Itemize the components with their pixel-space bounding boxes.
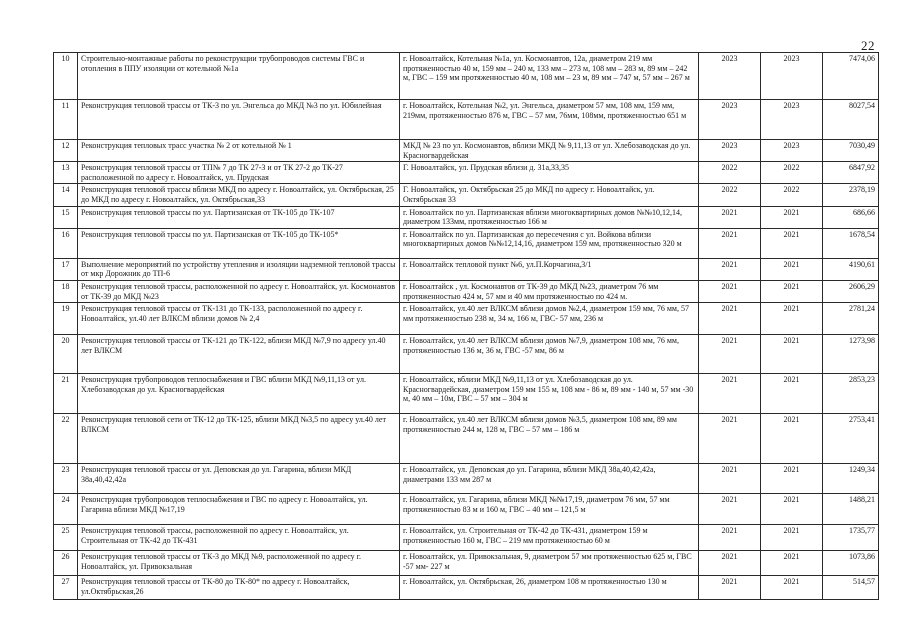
work-name: Реконструкция тепловой трассы от ТК-3 до МКД №9, расположенной по адресу г. Новоалтайск, ул. Привокзальная xyxy=(78,551,400,576)
table-row xyxy=(54,184,879,206)
table-row xyxy=(54,464,879,494)
cost-amount: 2606,29 xyxy=(823,280,879,302)
table-row xyxy=(54,100,879,140)
work-location: Г. Новоалтайск, ул. Октябрьская 25 до МКД по адресу г. Новоалтайск, ул. Октябрьская 33 xyxy=(400,184,699,206)
table-row xyxy=(54,525,879,551)
cost-amount: 7030,49 xyxy=(823,140,879,162)
year-start: 2023 xyxy=(699,140,761,162)
row-number: 22 xyxy=(54,414,78,464)
year-start: 2021 xyxy=(699,551,761,576)
work-location: г. Новоалтайск тепловой пункт №6, ул.П.Корчагина,3/1 xyxy=(400,258,699,280)
row-number: 18 xyxy=(54,280,78,302)
row-number: 20 xyxy=(54,335,78,374)
table-row xyxy=(54,228,879,258)
year-end: 2021 xyxy=(761,303,823,335)
work-location: г. Новоалтайск, вблизи МКД №9,11,13 от ул. Хлебозаводская до ул. Красногвардейская, диаметром 159 мм 155 м, 108 мм - 86 м, 89 мм - 140 м, 57 мм -30 м, 40 мм – 10м, ГВС – 57 мм – 304 м xyxy=(400,374,699,414)
cost-amount: 4190,61 xyxy=(823,258,879,280)
table-row xyxy=(54,494,879,525)
cost-amount: 2781,24 xyxy=(823,303,879,335)
table-row xyxy=(54,303,879,335)
row-number: 10 xyxy=(54,53,78,100)
cost-amount: 2378,19 xyxy=(823,184,879,206)
table-row xyxy=(54,551,879,576)
work-location: Г. Новоалтайск, ул. Прудская вблизи д. 31а,33,35 xyxy=(400,162,699,184)
work-name: Реконструкция тепловых трасс участка № 2 от котельной № 1 xyxy=(78,140,400,162)
cost-amount: 686,66 xyxy=(823,206,879,228)
year-start: 2021 xyxy=(699,228,761,258)
year-end: 2021 xyxy=(761,374,823,414)
work-name: Реконструкция трубопроводов теплоснабжения и ГВС по адресу г. Новоалтайск, ул. Гагарина вблизи МКД №17,19 xyxy=(78,494,400,525)
year-start: 2022 xyxy=(699,184,761,206)
year-start: 2021 xyxy=(699,414,761,464)
year-end: 2021 xyxy=(761,525,823,551)
table-row xyxy=(54,53,879,100)
work-name: Реконструкция тепловой трассы, расположенной по адресу г. Новоалтайск, ул. Космонавтов от ТК-39 до МКД №23 xyxy=(78,280,400,302)
row-number: 13 xyxy=(54,162,78,184)
year-start: 2023 xyxy=(699,53,761,100)
work-name: Реконструкция тепловой трассы по ул. Партизанская от ТК-105 до ТК-107 xyxy=(78,206,400,228)
work-location: г. Новоалтайск, ул. Строительная от ТК-42 до ТК-431, диаметром 159 м протяженностью 160 м, ГВС – 219 мм протяженностью 60 м xyxy=(400,525,699,551)
table-row xyxy=(54,258,879,280)
work-name: Реконструкция тепловой трассы от ТП№ 7 до ТК 27-3 и от ТК 27-2 до ТК-27 расположенной по адресу г. Новоалтайск, ул. Прудская xyxy=(78,162,400,184)
cost-amount: 1735,77 xyxy=(823,525,879,551)
row-number: 26 xyxy=(54,551,78,576)
year-start: 2021 xyxy=(699,576,761,600)
cost-amount: 2753,41 xyxy=(823,414,879,464)
year-start: 2021 xyxy=(699,303,761,335)
work-location: г. Новоалтайск , ул. Космонавтов от ТК-39 до МКД №23, диаметром 76 мм протяженностью 424 м, 57 мм и 40 мм протяженностью по 424 м. xyxy=(400,280,699,302)
table-row xyxy=(54,374,879,414)
year-start: 2021 xyxy=(699,494,761,525)
work-name: Реконструкция тепловой трассы от ТК-131 до ТК-133, расположенной по адресу г. Новоалтайск, ул.40 лет ВЛКСМ вблизи домов № 2,4 xyxy=(78,303,400,335)
year-end: 2021 xyxy=(761,494,823,525)
row-number: 27 xyxy=(54,576,78,600)
works-table-body xyxy=(54,53,879,600)
year-end: 2022 xyxy=(761,184,823,206)
works-table xyxy=(53,52,879,600)
year-start: 2021 xyxy=(699,335,761,374)
year-end: 2023 xyxy=(761,140,823,162)
year-end: 2023 xyxy=(761,100,823,140)
row-number: 25 xyxy=(54,525,78,551)
work-location: г. Новоалтайск, Котельная №2, ул. Энгельса, диаметром 57 мм, 108 мм, 159 мм, 219мм, протяженностью 876 м, ГВС – 57 мм, 76мм, 108мм, протяженностью 651 м xyxy=(400,100,699,140)
work-location: г. Новоалтайск, ул. Гагарина, вблизи МКД №№17,19, диаметром 76 мм, 57 мм протяженностью 83 м и 160 м, ГВС – 40 мм – 121,5 м xyxy=(400,494,699,525)
work-name: Реконструкция тепловой трассы от ТК-121 до ТК-122, вблизи МКД №7,9 по адресу ул.40 лет ВЛКСМ xyxy=(78,335,400,374)
cost-amount: 1249,34 xyxy=(823,464,879,494)
row-number: 17 xyxy=(54,258,78,280)
work-location: г. Новоалтайск, ул. Привокзальная, 9, диаметром 57 мм протяженностью 625 м, ГВС -57 мм- 227 м xyxy=(400,551,699,576)
row-number: 11 xyxy=(54,100,78,140)
table-row xyxy=(54,414,879,464)
work-name: Реконструкция тепловой трассы от ул. Деповская до ул. Гагарина, вблизи МКД 38а,40,42,42а xyxy=(78,464,400,494)
table-row xyxy=(54,335,879,374)
table-row xyxy=(54,576,879,600)
year-end: 2021 xyxy=(761,551,823,576)
work-location: г. Новоалтайск, ул.40 лет ВЛКСМ вблизи домов №7,9, диаметром 108 мм, 76 мм, протяженностью 136 м, 36 м, ГВС -57 мм, 86 м xyxy=(400,335,699,374)
work-name: Строительно-монтажные работы по реконструкции трубопроводов системы ГВС и отопления в ППУ изоляции от котельной №1а xyxy=(78,53,400,100)
year-start: 2022 xyxy=(699,162,761,184)
page-number: 22 xyxy=(861,38,875,53)
year-start: 2021 xyxy=(699,280,761,302)
work-name: Реконструкция тепловой трассы вблизи МКД по адресу г. Новоалтайск, ул. Октябрьская, 25 до МКД по адресу г. Новоалтайск, ул. Октябрьская,33 xyxy=(78,184,400,206)
cost-amount: 7474,06 xyxy=(823,53,879,100)
year-end: 2021 xyxy=(761,464,823,494)
cost-amount: 1273,98 xyxy=(823,335,879,374)
row-number: 16 xyxy=(54,228,78,258)
cost-amount: 6847,92 xyxy=(823,162,879,184)
year-start: 2021 xyxy=(699,525,761,551)
work-location: г. Новоалтайск по ул. Партизанская вблизи многоквартирных домов №№10,12,14, диаметром 133мм, протяженностью 166 м xyxy=(400,206,699,228)
cost-amount: 8027,54 xyxy=(823,100,879,140)
work-name: Выполнение мероприятий по устройству утепления и изоляции надземной тепловой трассы от мкр Дорожник до ТП-6 xyxy=(78,258,400,280)
year-start: 2021 xyxy=(699,374,761,414)
row-number: 24 xyxy=(54,494,78,525)
year-start: 2021 xyxy=(699,258,761,280)
work-name: Реконструкция тепловой трассы, расположенной по адресу г. Новоалтайск, ул. Строительная от ТК-42 до ТК-431 xyxy=(78,525,400,551)
cost-amount: 1678,54 xyxy=(823,228,879,258)
work-location: г. Новоалтайск по ул. Партизанская до пересечения с ул. Войкова вблизи многоквартирных домов №№12,14,16, диаметром 159 мм, протяженностью 320 м xyxy=(400,228,699,258)
year-end: 2022 xyxy=(761,162,823,184)
table-row xyxy=(54,162,879,184)
work-name: Реконструкция тепловой трассы от ТК-80 до ТК-80* по адресу г. Новоалтайск, ул.Октябрьская,26 xyxy=(78,576,400,600)
table-row xyxy=(54,280,879,302)
year-start: 2021 xyxy=(699,464,761,494)
work-name: Реконструкция тепловой трассы от ТК-3 по ул. Энгельса до МКД №3 по ул. Юбилейная xyxy=(78,100,400,140)
work-name: Реконструкция трубопроводов теплоснабжения и ГВС вблизи МКД №9,11,13 от ул. Хлебозаводская до ул. Красногвардейская xyxy=(78,374,400,414)
row-number: 23 xyxy=(54,464,78,494)
work-name: Реконструкция тепловой трассы по ул. Партизанская от ТК-105 до ТК-105* xyxy=(78,228,400,258)
work-location: г. Новоалтайск, ул. Деповская до ул. Гагарина, вблизи МКД 38а,40,42,42а, диаметрами 133 мм 287 м xyxy=(400,464,699,494)
work-location: г. Новоалтайск, Котельная №1а, ул. Космонавтов, 12а, диаметром 219 мм протяженностью 40 м, 159 мм – 240 м, 133 мм – 273 м, 108 мм – 283 м, 89 мм – 242 м, ГВС – 159 мм протяженностью 40 м, 108 мм – 23 м, 89 мм – 747 м, 57 мм – 267 м xyxy=(400,53,699,100)
year-start: 2021 xyxy=(699,206,761,228)
year-end: 2021 xyxy=(761,258,823,280)
year-end: 2021 xyxy=(761,228,823,258)
work-name: Реконструкция тепловой сети от ТК-12 до ТК-125, вблизи МКД №3,5 по адресу ул.40 лет ВЛКСМ xyxy=(78,414,400,464)
row-number: 19 xyxy=(54,303,78,335)
year-end: 2021 xyxy=(761,576,823,600)
cost-amount: 2853,23 xyxy=(823,374,879,414)
work-location: г. Новоалтайск, ул. Октябрьская, 26, диаметром 108 м протяженностью 130 м xyxy=(400,576,699,600)
table-row xyxy=(54,140,879,162)
work-location: МКД № 23 по ул. Космонавтов, вблизи МКД № 9,11,13 от ул. Хлебозаводская до ул. Красногвардейская xyxy=(400,140,699,162)
year-end: 2021 xyxy=(761,414,823,464)
cost-amount: 1073,86 xyxy=(823,551,879,576)
work-location: г. Новоалтайск, ул.40 лет ВЛКСМ вблизи домов №3,5, диаметром 108 мм, 89 мм протяженностью 244 м, 128 м, ГВС – 57 мм – 186 м xyxy=(400,414,699,464)
row-number: 15 xyxy=(54,206,78,228)
year-end: 2021 xyxy=(761,335,823,374)
cost-amount: 1488,21 xyxy=(823,494,879,525)
work-location: г. Новоалтайск, ул.40 лет ВЛКСМ вблизи домов №2,4, диаметром 159 мм, 76 мм, 57 мм протяженностью 238 м, 34 м, 166 м, ГВС- 57 мм, 236 м xyxy=(400,303,699,335)
year-end: 2023 xyxy=(761,53,823,100)
cost-amount: 514,57 xyxy=(823,576,879,600)
year-start: 2023 xyxy=(699,100,761,140)
year-end: 2021 xyxy=(761,280,823,302)
row-number: 14 xyxy=(54,184,78,206)
year-end: 2021 xyxy=(761,206,823,228)
table-row xyxy=(54,206,879,228)
row-number: 21 xyxy=(54,374,78,414)
row-number: 12 xyxy=(54,140,78,162)
